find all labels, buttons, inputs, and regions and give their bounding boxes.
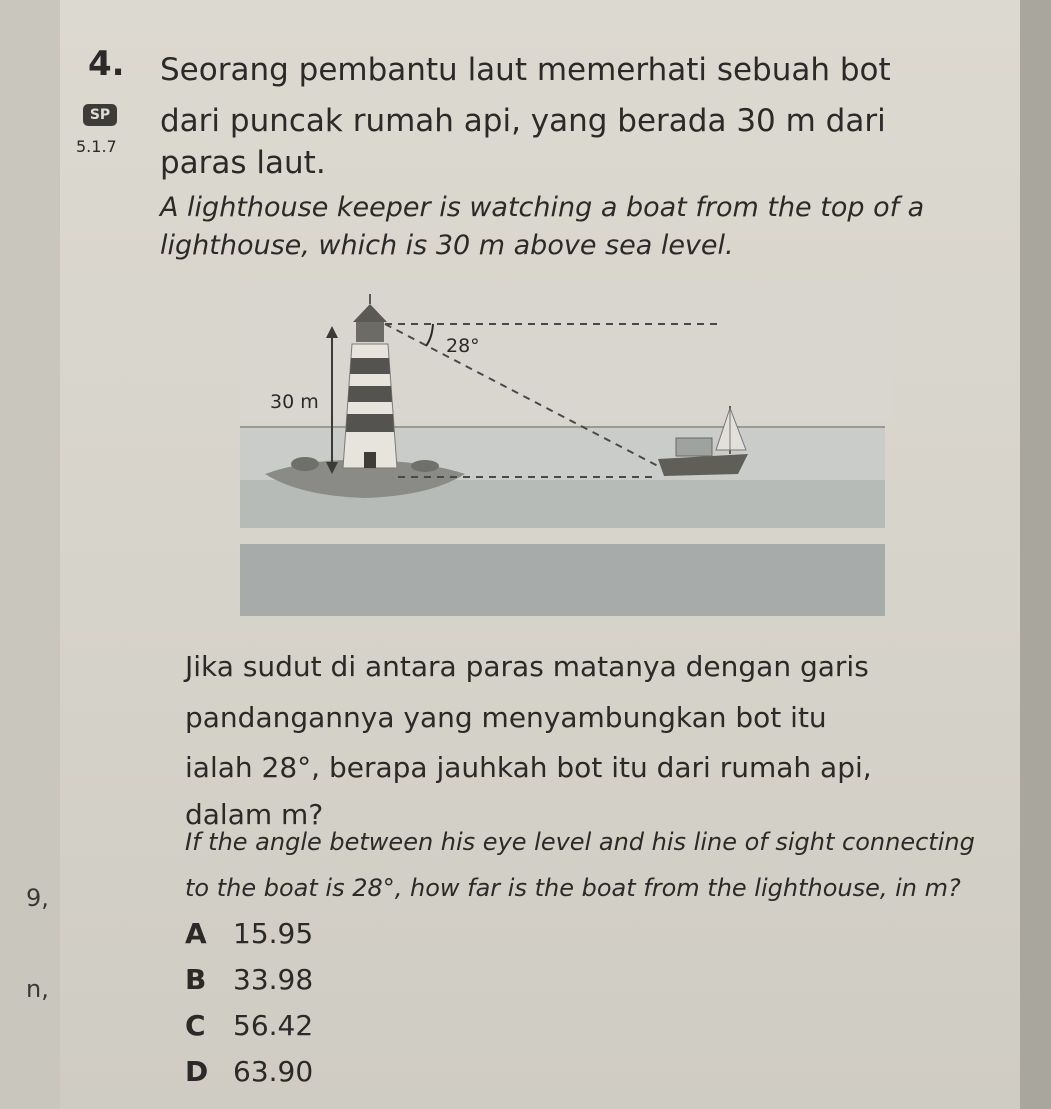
- question-malay-line-2: dari puncak rumah api, yang berada 30 m dari: [160, 103, 886, 139]
- question-malay-line-1: Seorang pembantu laut memerhati sebuah bot: [160, 52, 891, 88]
- body-english-line-2: to the boat is 28°, how far is the boat from the lighthouse, in m?: [185, 874, 961, 902]
- standard-code: 5.1.7: [76, 137, 117, 156]
- option-a[interactable]: [185, 917, 313, 950]
- body-malay-line-1: Jika sudut di antara paras matanya dengan garis: [185, 650, 869, 683]
- option-d-letter: D: [185, 1055, 209, 1088]
- option-b-value: 33.98: [233, 963, 314, 996]
- sp-badge: SP: [83, 104, 117, 126]
- option-b[interactable]: [185, 963, 313, 996]
- option-a-letter: A: [185, 917, 207, 950]
- body-malay-line-3: ialah 28°, berapa jauhkah bot itu dari rumah api,: [185, 751, 872, 784]
- option-c-value: 56.42: [233, 1009, 314, 1042]
- lighthouse-stripe-3: [346, 414, 394, 432]
- option-a-value: 15.95: [233, 917, 314, 950]
- height-label: 30 m: [270, 391, 319, 413]
- margin-mark-2: n,: [26, 975, 49, 1003]
- option-b-letter: B: [185, 963, 207, 996]
- rock-right: [411, 460, 439, 472]
- body-english-line-1: If the angle between his eye level and his line of sight connecting: [185, 828, 975, 856]
- lighthouse-door: [364, 452, 376, 468]
- angle-label: 28°: [446, 335, 480, 357]
- body-malay-line-2: pandangannya yang menyambungkan bot itu: [185, 701, 827, 734]
- lighthouse-stripe-1: [350, 358, 390, 374]
- question-malay-line-3: paras laut.: [160, 145, 326, 181]
- lighthouse-lantern: [356, 322, 384, 342]
- sky: [240, 282, 890, 422]
- option-d-value: 63.90: [233, 1055, 314, 1088]
- body-malay-line-4: dalam m?: [185, 798, 324, 831]
- lighthouse-diagram: [240, 282, 890, 617]
- question-english-line-1: A lighthouse keeper is watching a boat from the top of a: [160, 192, 925, 223]
- option-c[interactable]: [185, 1009, 313, 1042]
- question-number: 4.: [88, 44, 125, 84]
- margin-mark-1: 9,: [26, 884, 49, 912]
- boat-cabin: [676, 438, 712, 456]
- page-edge-shadow: [1020, 0, 1051, 1109]
- option-d[interactable]: [185, 1055, 313, 1088]
- lighthouse-stripe-2: [348, 386, 392, 402]
- sea-bottom: [240, 544, 885, 616]
- rock-left: [291, 457, 319, 471]
- question-english-line-2: lighthouse, which is 30 m above sea level.: [160, 230, 734, 261]
- option-c-letter: C: [185, 1009, 206, 1042]
